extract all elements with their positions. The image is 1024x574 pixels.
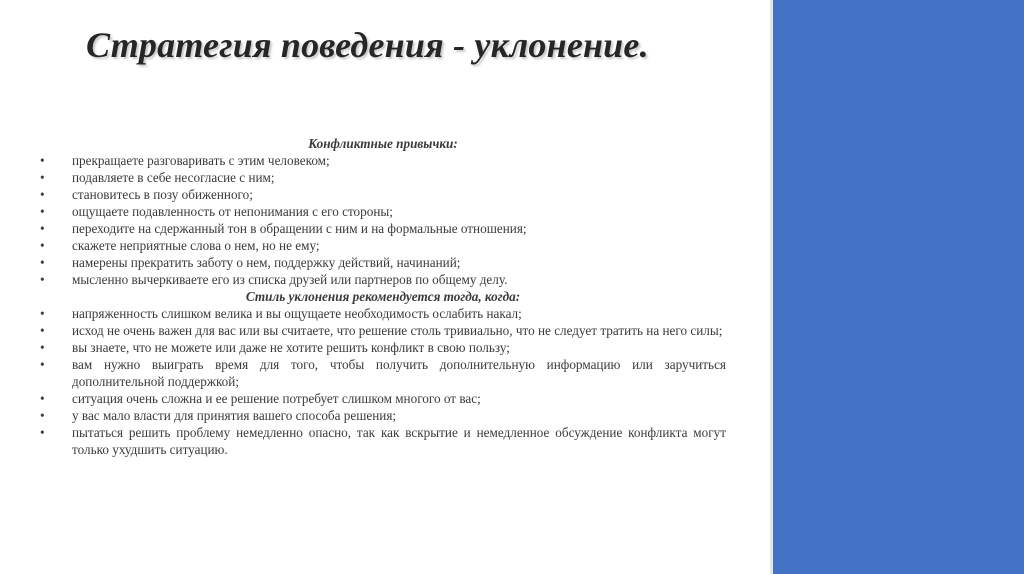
list-item — [40, 220, 726, 237]
bullet-icon: • — [40, 170, 45, 185]
slide-content — [40, 135, 726, 458]
list-item — [40, 203, 726, 220]
list-item — [40, 186, 726, 203]
bullet-icon: • — [40, 340, 45, 355]
list-item — [40, 322, 726, 339]
list-item-text: ощущаете подавленность от непонимания с его стороны; — [72, 204, 393, 219]
list-item-text: намерены прекратить заботу о нем, поддержку действий, начинаний; — [72, 255, 461, 270]
list-item-text: напряженность слишком велика и вы ощущаете необходимость ослабить накал; — [72, 306, 522, 321]
list-item-text: ситуация очень сложна и ее решение потребует слишком многого от вас; — [72, 391, 481, 406]
list-item-text: прекращаете разговаривать с этим человеком; — [72, 153, 330, 168]
section-heading-habits: Конфликтные привычки: — [308, 136, 458, 151]
side-panel — [773, 0, 1024, 574]
list-item — [40, 424, 726, 458]
list-item — [40, 390, 726, 407]
list-item-text: пытаться решить проблему немедленно опасно, так как вскрытие и немедленное обсуждение конфликта могут только ухудшить ситуацию. — [72, 425, 726, 457]
list-item-text: исход не очень важен для вас или вы считаете, что решение столь тривиально, что не следует тратить на него силы; — [72, 323, 723, 338]
bullet-icon: • — [40, 391, 45, 406]
bullet-icon: • — [40, 357, 45, 372]
list-item-text: переходите на сдержанный тон в обращении с ним и на формальные отношения; — [72, 221, 527, 236]
list-item — [40, 339, 726, 356]
list-item — [40, 152, 726, 169]
list-item — [40, 271, 726, 288]
habits-list — [40, 152, 726, 288]
list-item-text: у вас мало власти для принятия вашего способа решения; — [72, 408, 397, 423]
list-item — [40, 237, 726, 254]
list-item — [40, 356, 726, 390]
bullet-icon: • — [40, 306, 45, 321]
bullet-icon: • — [40, 153, 45, 168]
recommendation-list — [40, 305, 726, 458]
bullet-icon: • — [40, 272, 45, 287]
bullet-icon: • — [40, 187, 45, 202]
list-item-text: вы знаете, что не можете или даже не хотите решить конфликт в свою пользу; — [72, 340, 510, 355]
list-item-text: вам нужно выиграть время для того, чтобы получить дополнительную информацию или заручиться дополнительной поддержкой; — [72, 357, 726, 389]
list-item — [40, 169, 726, 186]
list-item — [40, 305, 726, 322]
bullet-icon: • — [40, 323, 45, 338]
list-item — [40, 407, 726, 424]
bullet-icon: • — [40, 238, 45, 253]
bullet-icon: • — [40, 204, 45, 219]
bullet-icon: • — [40, 408, 45, 423]
list-item-text: мысленно вычеркиваете его из списка друзей или партнеров по общему делу. — [72, 272, 508, 287]
list-item-text: скажете неприятные слова о нем, но не ему; — [72, 238, 320, 253]
section-heading-recommendation: Стиль уклонения рекомендуется тогда, когда: — [245, 289, 521, 304]
bullet-icon: • — [40, 221, 45, 236]
bullet-icon: • — [40, 255, 45, 270]
list-item-text: становитесь в позу обиженного; — [72, 187, 253, 202]
list-item — [40, 254, 726, 271]
list-item-text: подавляете в себе несогласие с ним; — [72, 170, 275, 185]
bullet-icon: • — [40, 425, 45, 440]
slide-title: Стратегия поведения - уклонение. — [86, 25, 649, 65]
